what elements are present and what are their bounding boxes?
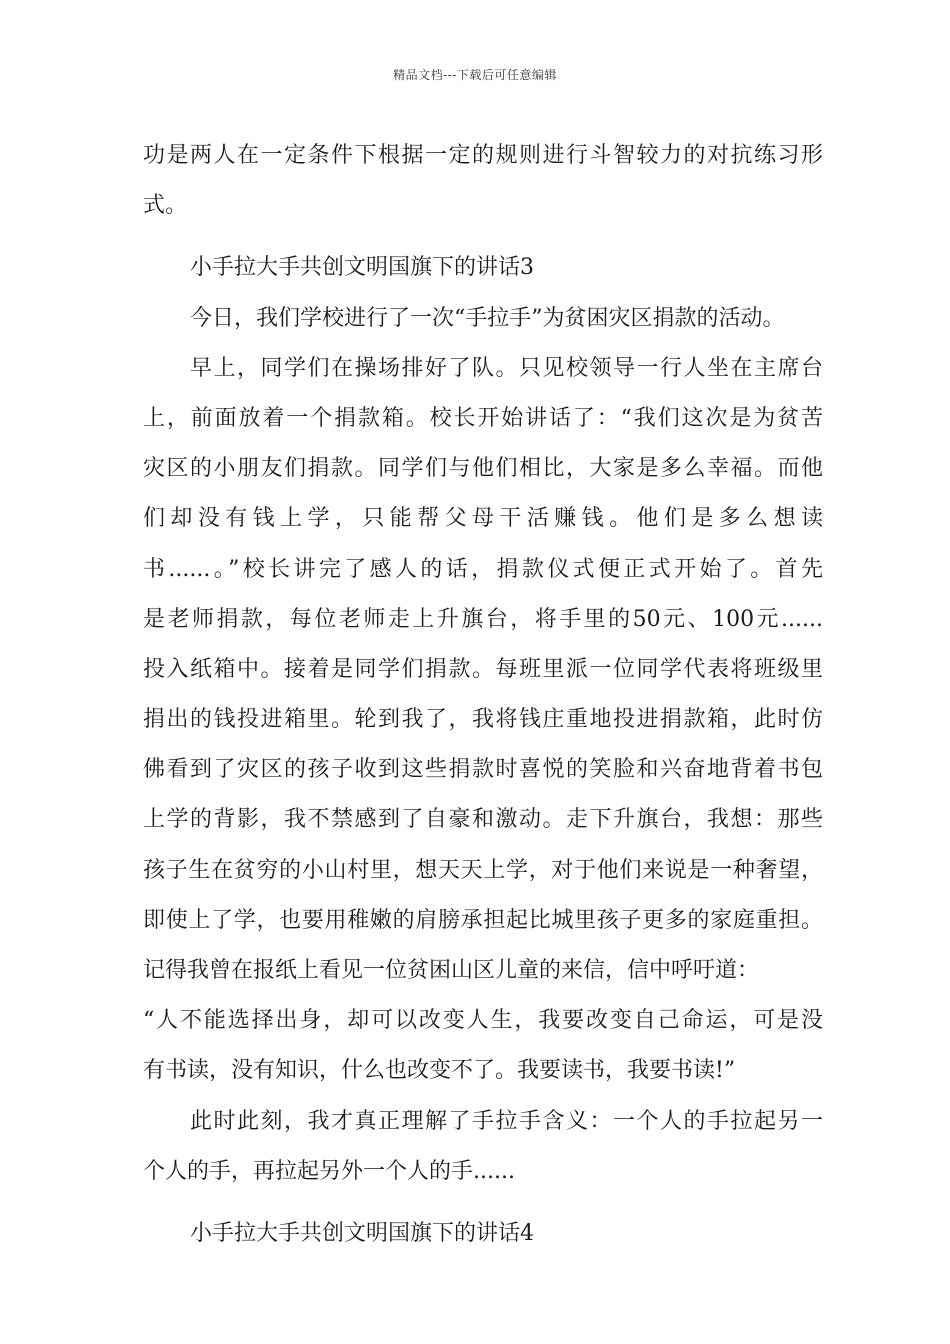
paragraph-line: 是老师捐款，每位老师走上升旗台，将手里的50元、100元...... — [143, 606, 823, 632]
paragraph-line: 即使上了学，也要用稚嫩的肩膀承担起比城里孩子更多的家庭重担。 — [143, 907, 823, 933]
document-body — [143, 131, 823, 1259]
paragraph-line: “人不能选择出身，却可以改变人生，我要改变自己命运，可是没 — [143, 1008, 823, 1034]
section-title: 小手拉大手共创文明国旗下的讲话4 — [190, 1220, 534, 1246]
paragraph-line: 有书读，没有知识，什么也改变不了。我要读书，我要书读!” — [143, 1058, 736, 1084]
paragraph-line: 此时此刻，我才真正理解了手拉手含义：一个人的手拉起另一 — [190, 1108, 823, 1134]
paragraph-line: 记得我曾在报纸上看见一位贫困山区儿童的来信，信中呼吁道： — [143, 958, 760, 983]
paragraph-line: 今日，我们学校进行了一次“手拉手”为贫困灾区捐款的活动。 — [190, 305, 785, 331]
paragraph-line: 投入纸箱中。接着是同学们捐款。每班里派一位同学代表将班级里 — [143, 656, 823, 682]
paragraph-line: 式。 — [143, 193, 188, 219]
paragraph-line: 功是两人在一定条件下根据一定的规则进行斗智较力的对抗练习形 — [143, 143, 823, 168]
paragraph-line: 个人的手，再拉起另外一个人的手...... — [143, 1158, 515, 1184]
paragraph-line: 们却没有钱上学，只能帮父母干活赚钱。他们是多么想读 — [143, 506, 823, 532]
section-title: 小手拉大手共创文明国旗下的讲话3 — [190, 255, 534, 281]
paragraph-line: 孩子生在贫穷的小山村里，想天天上学，对于他们来说是一种奢望， — [143, 857, 823, 883]
paragraph-line: 早上，同学们在操场排好了队。只见校领导一行人坐在主席台 — [190, 355, 823, 381]
paragraph-line: 书......。”校长讲完了感人的话，捐款仪式便正式开始了。首先 — [143, 556, 823, 582]
paragraph-line: 灾区的小朋友们捐款。同学们与他们相比，大家是多么幸福。而他 — [143, 456, 823, 482]
paragraph-line: 佛看到了灾区的孩子收到这些捐款时喜悦的笑脸和兴奋地背着书包 — [143, 757, 823, 783]
paragraph-line: 上，前面放着一个捐款箱。校长开始讲话了：“我们这次是为贫苦 — [143, 405, 823, 431]
page-header: 精品文档---下载后可任意编辑 — [393, 68, 557, 82]
paragraph-line: 捐出的钱投进箱里。轮到我了，我将钱庄重地投进捐款箱，此时仿 — [143, 707, 823, 733]
paragraph-line: 上学的背影，我不禁感到了自豪和激动。走下升旗台，我想：那些 — [143, 807, 823, 833]
